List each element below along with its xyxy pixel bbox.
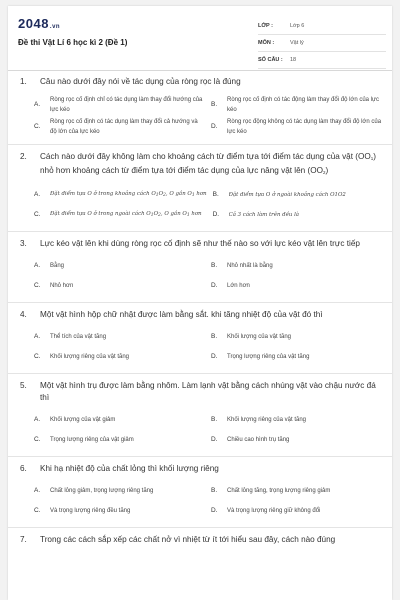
meta-label: MÔN : (258, 40, 275, 46)
question-text: Lực kéo vật lên khi dùng ròng rọc cố định sẽ như thế nào so với lực kéo vật lên trực tiếp (40, 239, 360, 248)
logo-text: 2048 (18, 16, 49, 31)
option-text: Khối lượng của vật giảm (50, 417, 116, 423)
subscript: 2 (158, 213, 161, 218)
question-number: 5. (20, 381, 27, 390)
option-letter: B. (211, 101, 218, 108)
text-part: ) (325, 166, 329, 175)
option-b[interactable] (211, 327, 382, 347)
question-stem (18, 151, 382, 179)
option-b[interactable] (211, 410, 382, 430)
exam-meta (258, 18, 386, 69)
option-letter: D. (211, 507, 218, 514)
question-text: Một vật hình hộp chữ nhật được làm bằng sắt. khi tăng nhiệt độ của vật đó thì (40, 310, 323, 319)
subscript: 2 (163, 193, 166, 198)
option-letter: C. (34, 211, 41, 218)
option-a[interactable] (34, 256, 205, 276)
question-stem (18, 76, 382, 88)
option-text: Đặt điểm tựa O ở ngoài khoảng cách O1O2 (228, 192, 346, 198)
option-text: Ròng rọc cố định có tác động làm thay đổi độ lớn của lực kéo (227, 97, 380, 113)
option-letter: C. (34, 507, 41, 514)
meta-row-count (258, 52, 386, 69)
option-d[interactable] (211, 276, 382, 296)
option-text: Khối lượng riêng của vật tăng (227, 417, 306, 423)
text-part: O (153, 211, 159, 217)
subscript: 2 (322, 170, 326, 175)
question-text: Trong các cách sắp xếp các chất nở vì nhiệt từ ít tới hiểu sau đây, cách nào đúng (40, 535, 336, 544)
question-stem (18, 309, 382, 321)
question-number: 1. (20, 77, 27, 86)
question-stem (18, 463, 382, 475)
question-text: Một vật hình trụ được làm bằng nhôm. Làm lạnh vật bằng cách nhúng vật vào chậu nước đá thì (40, 381, 376, 402)
option-text: Trọng lượng riêng của vật giảm (50, 437, 134, 443)
option-letter: C. (34, 123, 41, 130)
option-c[interactable] (34, 205, 207, 225)
answer-options (18, 94, 382, 138)
option-letter: B. (211, 487, 218, 494)
meta-value: 18 (290, 57, 297, 63)
question-number: 7. (20, 535, 27, 544)
option-letter: D. (211, 353, 218, 360)
subscript: 1 (150, 213, 154, 218)
option-letter: B. (212, 191, 219, 198)
option-d[interactable] (213, 205, 382, 225)
question-number: 3. (20, 239, 27, 248)
option-text (50, 189, 207, 201)
option-text: Chất lỏng giảm, trọng lượng riêng tăng (50, 488, 154, 494)
option-letter: D. (211, 123, 218, 130)
meta-label: LỚP : (258, 23, 273, 29)
option-letter: B. (211, 416, 218, 423)
option-text: Trọng lượng riêng của vật tăng (227, 354, 310, 360)
option-text: Thể tích của vật tăng (50, 334, 107, 340)
text-part: Đặt điểm tựa O ở trong khoảng cách O (50, 191, 156, 197)
option-a[interactable] (34, 481, 205, 501)
question-stem (18, 238, 382, 250)
option-letter: D. (212, 211, 220, 218)
question-7 (8, 528, 392, 552)
question-2 (8, 145, 392, 232)
option-b[interactable] (211, 481, 382, 501)
option-text: Và trọng lượng riêng giữ không đổi (227, 508, 321, 514)
option-letter: D. (211, 282, 218, 289)
option-letter: B. (211, 262, 218, 269)
option-d[interactable] (211, 116, 382, 138)
page-title: Đề thi Vật Lí 6 học kì 2 (Đề 1) (18, 38, 128, 47)
option-text: Lớn hơn (227, 283, 250, 289)
document-header (8, 6, 392, 71)
document-page (8, 6, 392, 600)
meta-value: Vật lý (290, 40, 304, 46)
meta-row-class (258, 18, 386, 35)
option-letter: C. (34, 436, 41, 443)
option-b[interactable] (213, 185, 382, 205)
subscript: 1 (191, 193, 195, 198)
option-c[interactable] (34, 276, 205, 296)
option-text: Ròng rọc cố định có tác dụng làm thay đổi cả hướng và độ lớn của lực kéo (50, 119, 198, 135)
option-text (50, 209, 207, 221)
option-a[interactable] (34, 410, 205, 430)
subscript: 1 (155, 193, 159, 198)
question-number: 4. (20, 310, 27, 319)
option-b[interactable] (211, 94, 382, 116)
text-part: ) nhỏ hơn khoảng cách từ điểm tựa tới điểm tác dụng của lực nâng vật lên (OO (40, 152, 376, 175)
meta-label: SỐ CÂU : (258, 57, 283, 63)
text-part: , O gần O (160, 211, 187, 217)
text-part: Cách nào dưới đây không làm cho khoảng cách từ điểm tựa tới điểm tác dụng của vật (OO (40, 152, 371, 161)
option-c[interactable] (34, 116, 205, 138)
option-letter: A. (34, 101, 41, 108)
question-4 (8, 303, 392, 374)
option-b[interactable] (211, 256, 382, 276)
subscript: 1 (186, 213, 190, 218)
option-c[interactable] (34, 501, 205, 521)
option-letter: D. (211, 436, 218, 443)
text-part: Đặt điểm tựa O ở trong ngoài cách O (50, 211, 151, 217)
option-d[interactable] (211, 430, 382, 450)
option-letter: A. (34, 191, 41, 198)
option-letter: A. (34, 333, 41, 340)
option-text: Chiều cao hình trụ tăng (227, 437, 290, 443)
text-part: , O gần O (165, 191, 192, 197)
answer-options (18, 327, 382, 367)
text-part: hơn (194, 191, 207, 197)
question-3 (8, 232, 392, 303)
option-a[interactable] (34, 327, 205, 347)
option-text: Nhỏ nhất là bằng (227, 263, 273, 269)
answer-options (18, 256, 382, 296)
option-letter: B. (211, 333, 218, 340)
option-d[interactable] (211, 501, 382, 521)
meta-value: Lớp 6 (290, 23, 305, 29)
answer-options (18, 410, 382, 450)
question-list (8, 70, 392, 552)
option-c[interactable] (34, 347, 205, 367)
question-text: Khi hạ nhiệt độ của chất lỏng thì khối lượng riêng (40, 464, 219, 473)
site-logo[interactable] (18, 16, 60, 31)
option-text: Khối lượng của vật tăng (227, 334, 291, 340)
question-6 (8, 457, 392, 528)
option-text: Cả 3 cách làm trên đều là (228, 212, 300, 218)
question-number: 6. (20, 464, 27, 473)
option-text: Khối lượng riêng của vật tăng (50, 354, 129, 360)
option-letter: A. (34, 487, 41, 494)
text-part: hơn (189, 211, 202, 217)
option-a[interactable] (34, 94, 205, 116)
option-text: Chất lỏng tăng, trọng lượng riêng giảm (227, 488, 331, 494)
question-stem (18, 380, 382, 404)
logo-suffix: .vn (49, 24, 61, 30)
subscript: 1 (370, 156, 374, 161)
question-text (40, 151, 382, 179)
option-d[interactable] (211, 347, 382, 367)
question-text: Câu nào dưới đây nói về tác dụng của ròng rọc là đúng (40, 77, 241, 86)
meta-row-subject (258, 35, 386, 52)
option-c[interactable] (34, 430, 205, 450)
question-number: 2. (20, 152, 27, 161)
option-text: Ròng rọc động không có tác dụng làm thay đổi độ lớn của lực kéo (227, 119, 382, 135)
option-letter: C. (34, 353, 41, 360)
option-letter: A. (34, 416, 41, 423)
question-stem (18, 534, 382, 546)
question-5 (8, 374, 392, 457)
option-text: Bằng (50, 263, 65, 269)
answer-options (18, 481, 382, 521)
option-letter: C. (34, 282, 41, 289)
text-part: O (158, 191, 164, 197)
answer-options (18, 185, 382, 225)
option-text: Ròng rọc cố định chỉ có tác dụng làm thay đổi hướng của lực kéo (50, 97, 203, 113)
option-text: Và trọng lượng riêng đều tăng (50, 508, 131, 514)
question-1 (8, 70, 392, 145)
option-letter: A. (34, 262, 41, 269)
option-a[interactable] (34, 185, 207, 205)
option-text: Nhỏ hơn (50, 283, 74, 289)
